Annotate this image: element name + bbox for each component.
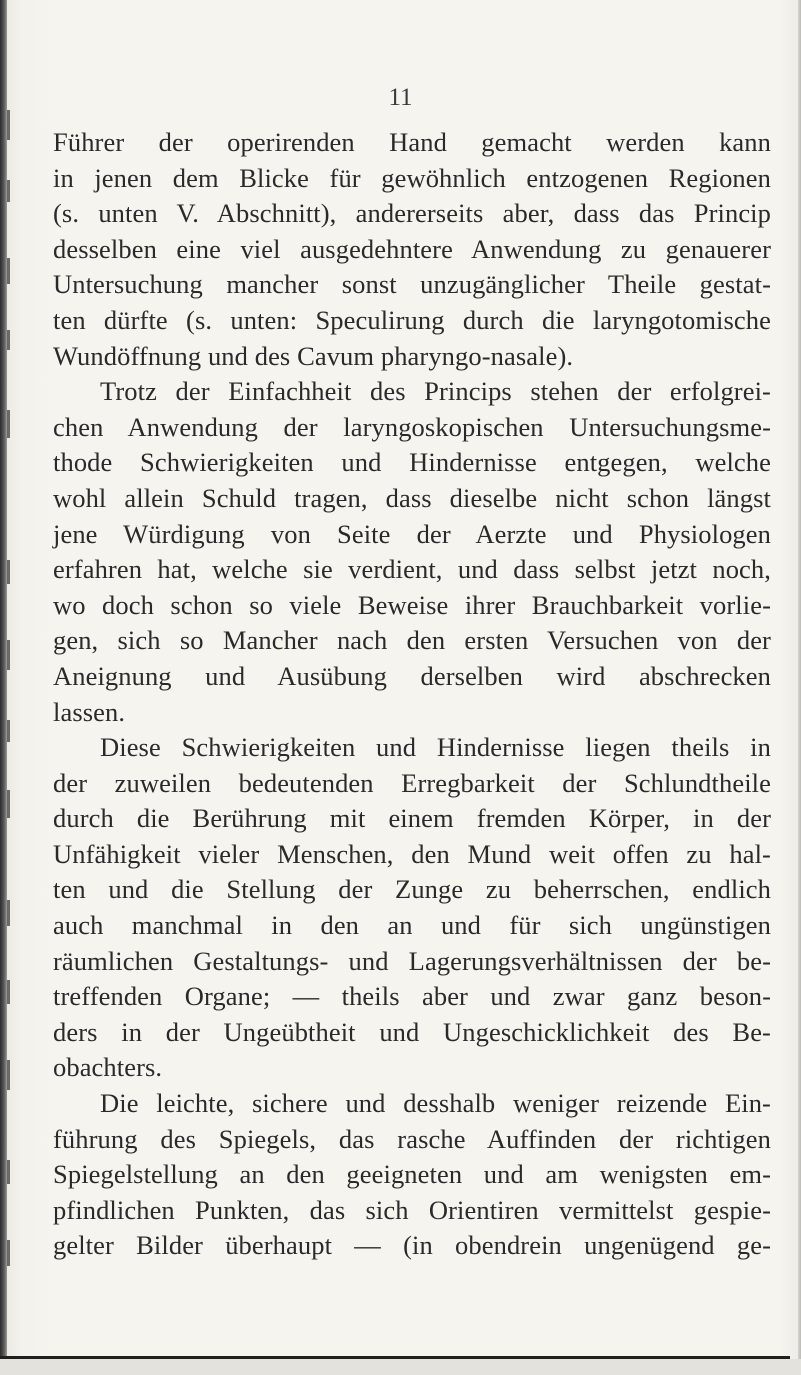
text-line: Unfähigkeit vieler Menschen, den Mund weit offen zu hal- — [53, 838, 771, 869]
text-line: Aneignung und Ausübung derselben wird abschrecken — [53, 660, 771, 691]
paragraph-start: Trotz der Einfachheit des Princips stehen der erfolgrei- — [100, 376, 771, 407]
text-line: führung des Spiegels, das rasche Auffinden der richtigen — [53, 1123, 771, 1154]
text-line: durch die Berührung mit einem fremden Körper, in der — [53, 803, 771, 834]
book-spine-shadow — [0, 0, 7, 1375]
text-line: obachters. — [53, 1052, 163, 1083]
text-line: ders in der Ungeübtheit und Ungeschicklichkeit des Be- — [53, 1016, 771, 1047]
text-line: treffenden Organe; — theils aber und zwar ganz beson- — [53, 981, 771, 1012]
text-line: der zuweilen bedeutenden Erregbarkeit der Schlundtheile — [53, 767, 771, 798]
text-line: wo doch schon so viele Beweise ihrer Brauchbarkeit vorlie- — [53, 589, 771, 620]
text-line: chen Anwendung der laryngoskopischen Untersuchungsme- — [53, 411, 771, 442]
text-line: gelter Bilder überhaupt — (in obendrein ungenügend ge- — [53, 1230, 771, 1261]
text-line: auch manchmal in den an und für sich ungünstigen — [53, 910, 771, 941]
text-line: Wundöffnung und des Cavum pharyngo-nasale). — [53, 340, 574, 371]
text-line: thode Schwierigkeiten und Hindernisse entgegen, welche — [53, 447, 771, 478]
page-number: 11 — [388, 84, 413, 111]
text-line: wohl allein Schuld tragen, dass dieselbe nicht schon längst — [53, 482, 771, 513]
text-line: desselben eine viel ausgedehntere Anwendung zu genauerer — [53, 233, 771, 264]
text-line: erfahren hat, welche sie verdient, und dass selbst jetzt noch, — [53, 554, 771, 585]
text-line: Spiegelstellung an den geeigneten und am wenigsten em- — [53, 1159, 771, 1190]
page-bottom-shade — [0, 1359, 801, 1375]
paragraph-start: Diese Schwierigkeiten und Hindernisse liegen theils in — [100, 732, 771, 763]
text-line: lassen. — [53, 696, 126, 727]
text-line: Untersuchung mancher sonst unzugänglicher Theile gestat- — [53, 269, 771, 300]
spine-marks — [7, 0, 11, 1375]
text-line: jene Würdigung von Seite der Aerzte und Physiologen — [53, 518, 771, 549]
body-text — [53, 125, 771, 1264]
text-line: Führer der operirenden Hand gemacht werden kann — [53, 127, 771, 157]
text-line: in jenen dem Blicke für gewöhnlich entzogenen Regionen — [53, 162, 771, 193]
text-line: pfindlichen Punkten, das sich Orientiren vermittelst gespie- — [53, 1194, 771, 1225]
text-line: ten dürfte (s. unten: Speculirung durch die laryngotomische — [53, 304, 771, 335]
text-line: räumlichen Gestaltungs- und Lagerungsverhältnissen der be- — [53, 945, 771, 976]
paragraph-start: Die leichte, sichere und desshalb weniger reizende Ein- — [100, 1088, 771, 1119]
text-line: gen, sich so Mancher nach den ersten Versuchen von der — [53, 625, 771, 656]
text-line: ten und die Stellung der Zunge zu beherrschen, endlich — [53, 874, 771, 905]
text-line: (s. unten V. Abschnitt), andererseits aber, dass das Princip — [53, 198, 771, 229]
